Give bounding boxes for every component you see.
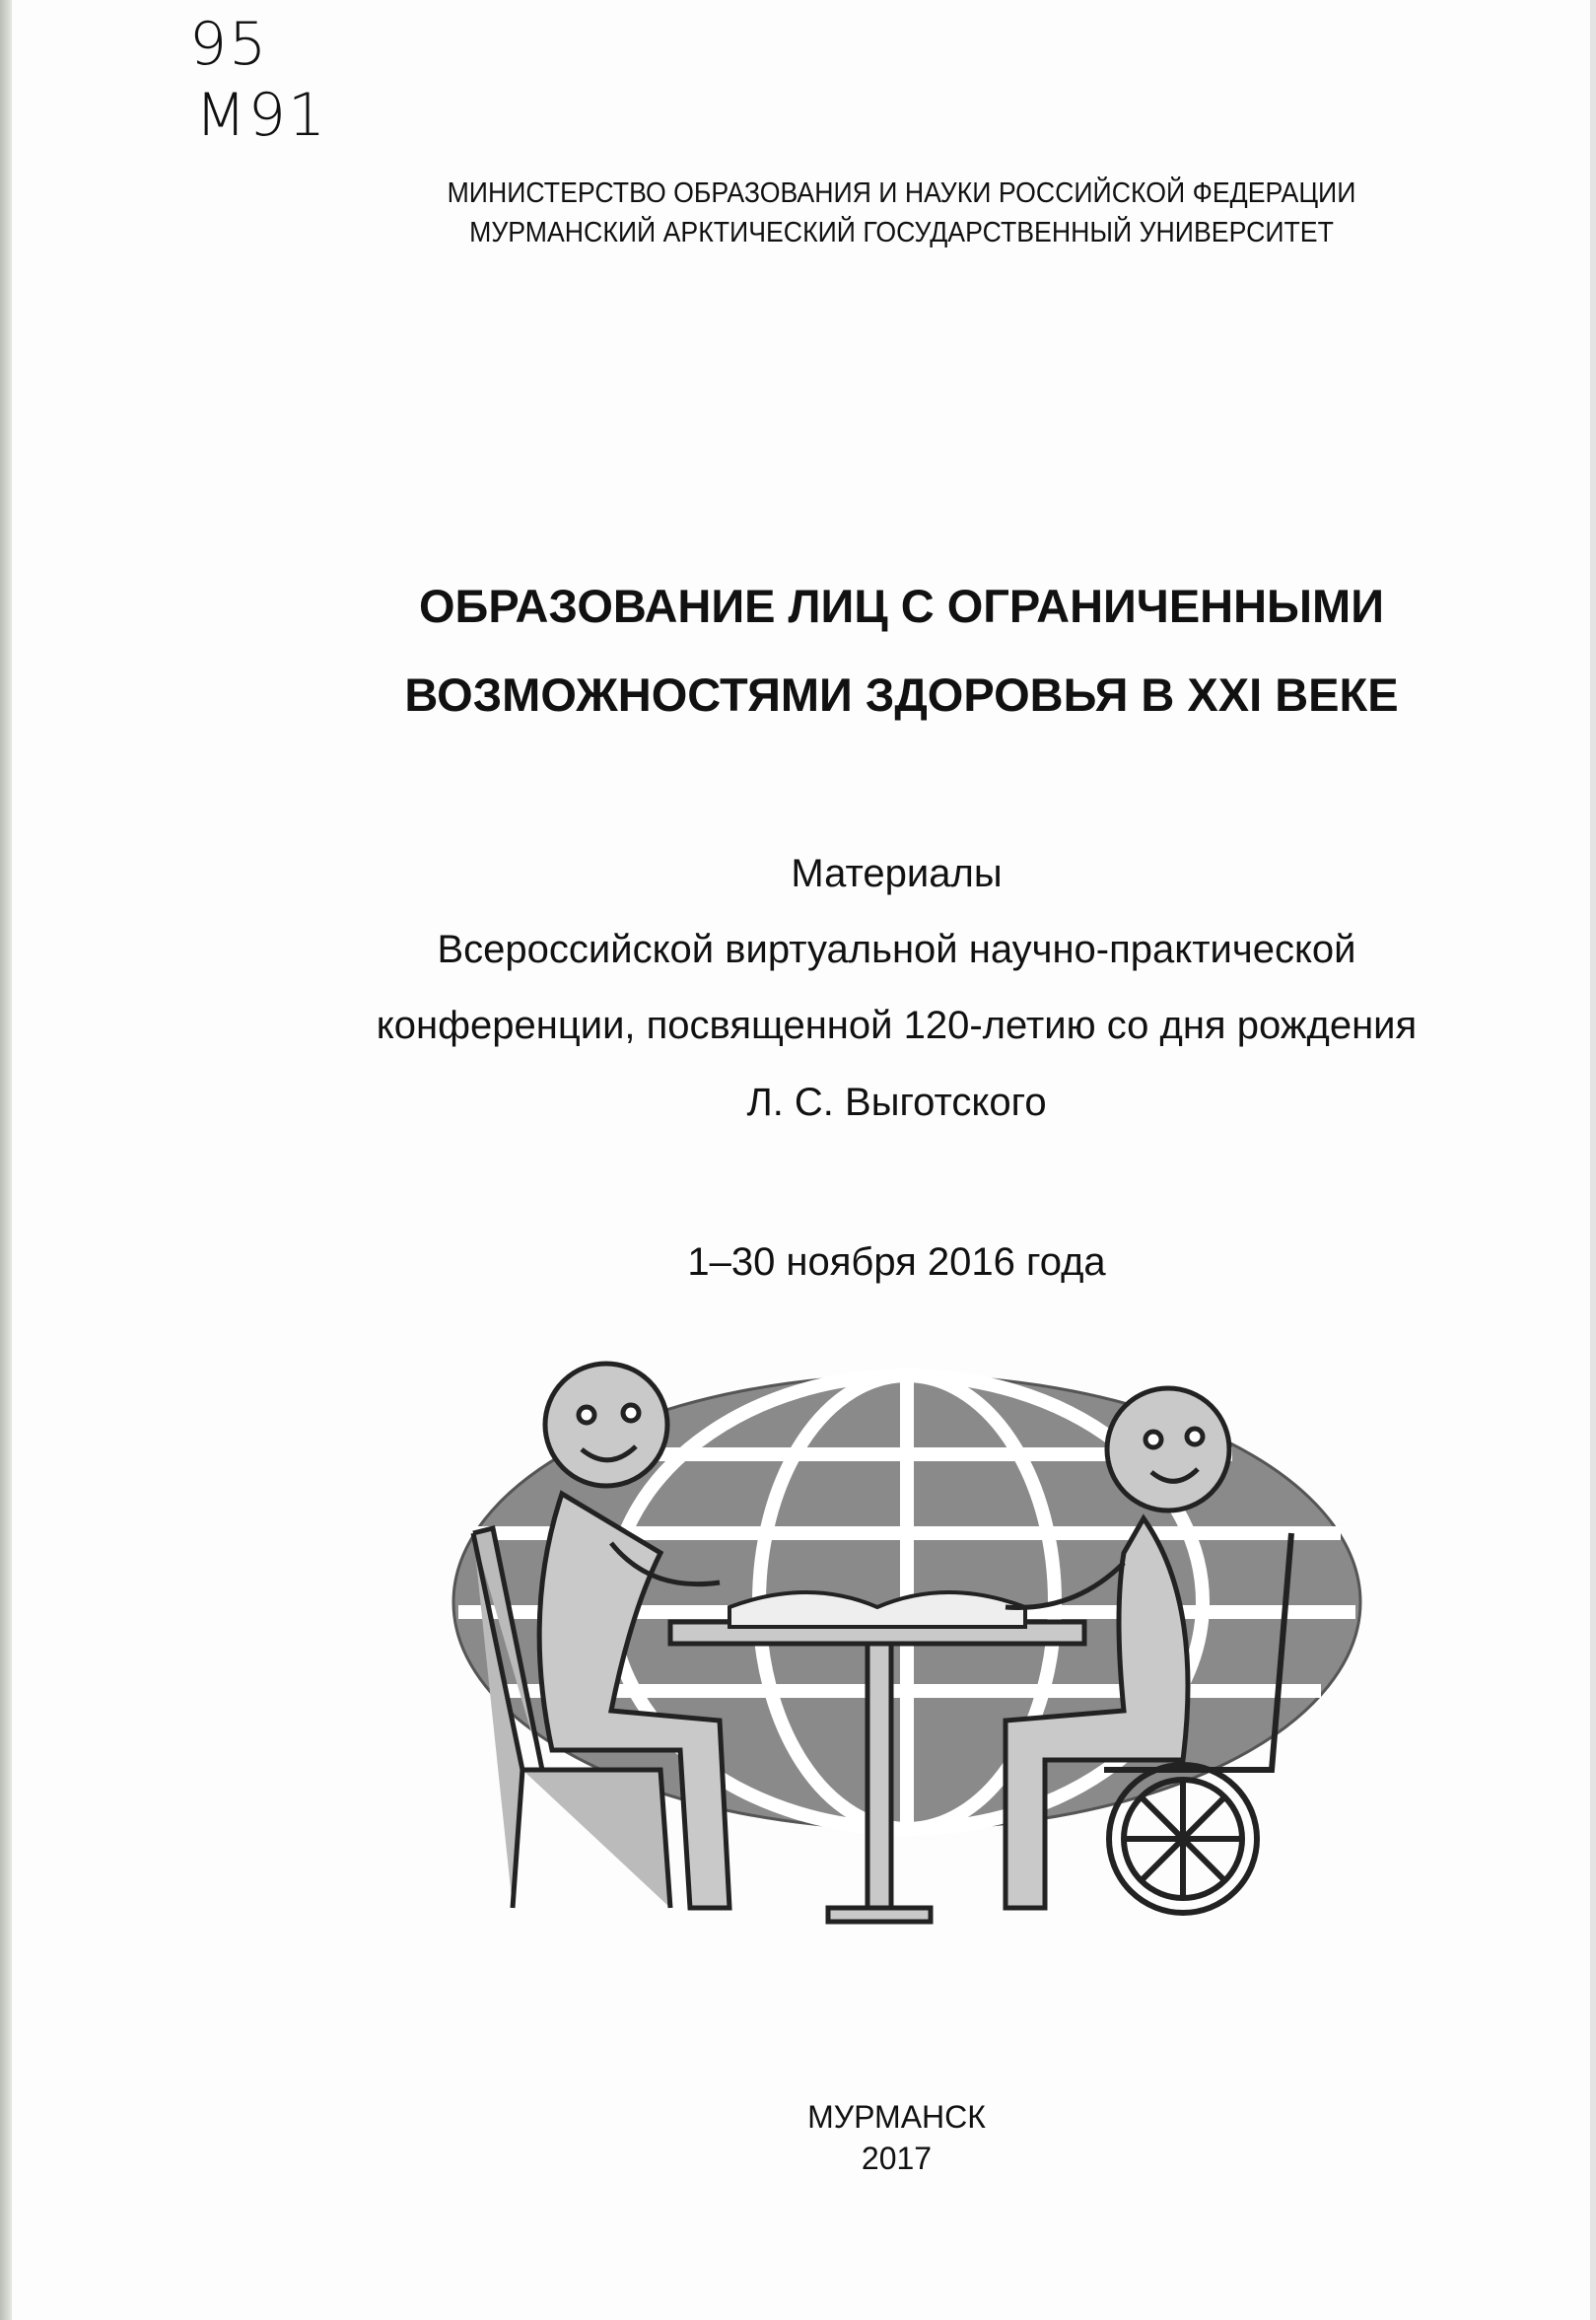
- subtitle-person: Л. С. Выготского: [746, 1081, 1047, 1124]
- publication-city: МУРМАНСК: [807, 2099, 986, 2135]
- university-name: МУРМАНСКИЙ АРКТИЧЕСКИЙ ГОСУДАРСТВЕННЫЙ УНИВЕРСИТЕТ: [469, 217, 1334, 248]
- handwritten-classification: 95: [189, 10, 269, 79]
- title-line-2: ВОЗМОЖНОСТЯМИ ЗДОРОВЬЯ В XXI ВЕКЕ: [404, 668, 1399, 721]
- publication-year: 2017: [861, 2141, 933, 2176]
- ministry-name: МИНИСТЕРСТВО ОБРАЗОВАНИЯ И НАУКИ РОССИЙСКОЙ ФЕДЕРАЦИИ: [447, 177, 1356, 209]
- cover-illustration: [434, 1356, 1400, 1937]
- scan-edge-right: [1590, 0, 1596, 2320]
- title-line-1: ОБРАЗОВАНИЕ ЛИЦ С ОГРАНИЧЕННЫМИ: [419, 580, 1384, 632]
- subtitle-materials: Материалы: [791, 852, 1003, 895]
- handwritten-author-mark: М91: [195, 81, 328, 150]
- scan-edge-left: [0, 0, 12, 2320]
- conference-dates: 1–30 ноября 2016 года: [687, 1240, 1106, 1284]
- subtitle-conference: Всероссийской виртуальной научно-практической: [437, 928, 1356, 971]
- subtitle-dedication: конференции, посвященной 120-летию со дня рождения: [376, 1004, 1418, 1047]
